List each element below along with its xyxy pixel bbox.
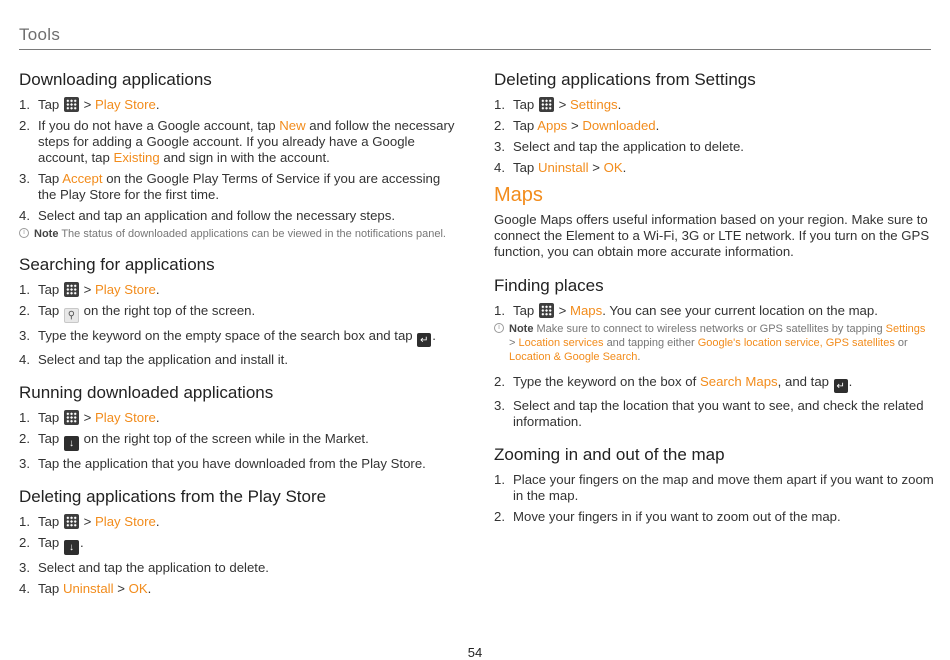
list-item: 1. Tap > Maps. You can see your current location on the map. [494,303,878,318]
downloading-steps [19,97,455,224]
list-item: 3. Tap the application that you have downloaded from the Play Store. [19,456,426,471]
zooming-title: Zooming in and out of the map [494,445,725,464]
list-item: 1. Tap > Play Store. [19,282,160,297]
list-item: 3. Tap Accept on the Google Play Terms of Service if you are accessing the Play Store for the first time. [19,171,441,202]
searching-steps [19,282,455,368]
maps-intro: Google Maps offers useful information based on your region. Make sure to connect the Element to a Wi-Fi, 3G or LTE network. If you turn on the GPS function, you can obtain more accurate information. [494,212,930,259]
running-steps [19,410,455,472]
info-icon: i [494,323,504,333]
header-divider [19,49,931,50]
deleting-store-steps [19,514,455,597]
apps-grid-icon [64,97,79,112]
apps-grid-icon [64,514,79,529]
list-item: 4. Select and tap the application and install it. [19,352,288,367]
deleting-settings-title: Deleting applications from Settings [494,70,756,89]
list-item: 2. Tap ↓ . [19,535,84,553]
apps-grid-icon [539,303,554,318]
downloading-note: i Note The status of downloaded applications can be viewed in the notifications panel. [19,227,455,241]
list-item: 3. Type the keyword on the empty space of the search box and tap ↵ . [19,328,436,346]
list-item: 2. Move your fingers in if you want to zoom out of the map. [494,509,841,524]
list-item: 1. Tap > Play Store. [19,410,160,425]
list-item: 1. Tap > Play Store. [19,514,160,529]
list-item: 4. Tap Uninstall > OK. [494,160,627,175]
section-header-title: Tools [19,25,61,44]
info-icon: i [19,228,29,238]
list-item: 2. Tap ⚲ on the right top of the screen. [19,303,256,321]
list-item: 3. Select and tap the application to delete. [19,560,269,575]
enter-key-icon: ↵ [834,379,848,393]
maps-title: Maps [494,184,543,206]
page-number: 54 [467,645,483,660]
list-item: 4. Select and tap an application and follow the necessary steps. [19,208,396,223]
running-title: Running downloaded applications [19,383,274,402]
download-icon: ↓ [64,540,79,555]
downloading-title: Downloading applications [19,70,212,89]
finding-title: Finding places [494,276,604,295]
finding-steps [494,303,934,319]
list-item: 2. Tap ↓ on the right top of the screen while in the Market. [19,431,369,449]
list-item: 1. Place your fingers on the map and move them apart if you want to zoom in the map. [494,472,934,503]
list-item: 3. Select and tap the location that you want to see, and check the related information. [494,398,924,429]
deleting-store-title: Deleting applications from the Play Store [19,487,327,506]
list-item: 2. Tap Apps > Downloaded. [494,118,660,133]
apps-grid-icon [64,282,79,297]
deleting-settings-steps [494,97,934,176]
finding-steps-continued [494,374,934,430]
list-item: 3. Select and tap the application to delete. [494,139,744,154]
download-icon: ↓ [64,436,79,451]
finding-note: i Note Make sure to connect to wireless networks or GPS satellites by tapping Settings > Location services and tapping either Google's location service, GPS satellites or Location & Google Search. [494,322,934,364]
left-column [19,70,455,602]
list-item: 2. If you do not have a Google account, tap New and follow the necessary steps for adding a Google account. If you already have a Google account, tap Existing and sign in with the account. [19,118,455,165]
list-item: 2. Type the keyword on the box of Search Maps, and tap ↵ . [494,374,853,392]
enter-key-icon: ↵ [417,333,431,347]
apps-grid-icon [539,97,554,112]
apps-grid-icon [64,410,79,425]
list-item: 4. Tap Uninstall > OK. [19,581,152,596]
search-icon: ⚲ [64,308,79,323]
searching-title: Searching for applications [19,255,215,274]
zooming-steps [494,472,934,525]
list-item: 1. Tap > Play Store. [19,97,160,112]
list-item: 1. Tap > Settings. [494,97,622,112]
right-column [494,70,934,530]
